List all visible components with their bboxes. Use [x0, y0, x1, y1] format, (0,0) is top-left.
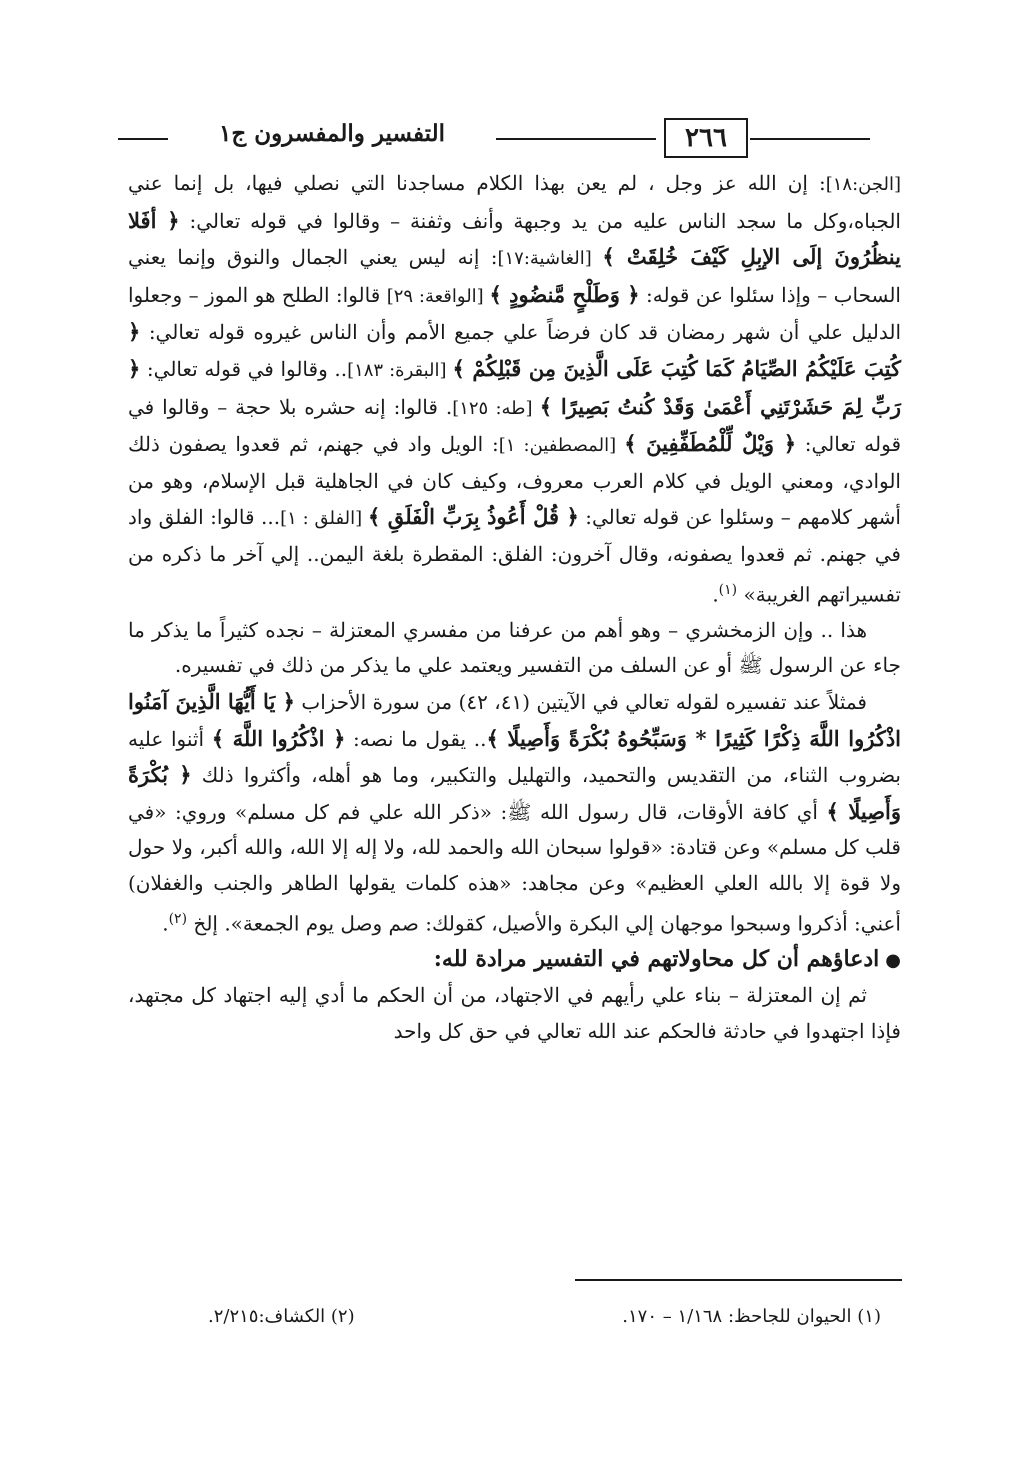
paragraph-text: .. وقالوا في قوله تعالي:: [140, 356, 348, 381]
verse-reference: [الجن:١٨]: [825, 174, 901, 195]
footnote-ref: (١): [718, 581, 738, 598]
section-heading-text: ادعاؤهم أن كل محاولاتهم في التفسير مرادة لله:: [433, 945, 880, 972]
footnote-2: (٢) الكشاف:٢/٢١٥.: [208, 1306, 355, 1327]
quran-verse: ﴿ كُتِبَ عَلَيْكُمُ الصِّيَامُ كَمَا كُتِبَ عَلَى الَّذِينَ مِن قَبْلِكُمْ ﴾: [128, 319, 902, 381]
footnotes: [180, 1300, 881, 1334]
paragraph: [128, 166, 901, 613]
paragraph-text: أثنوا عليه بضروب الثناء، من التقديس والتحميد، والتهليل والتكبير، وما هو أهله، وأكثروا ذلك: [128, 726, 901, 788]
paragraph-text: قالوا: الطلح هو الموز – وجعلوا الدليل علي أن شهر رمضان قد كان فرضاً علي جميع الأمم وأن الناس غيروه قوله تعالي:: [128, 282, 901, 345]
quran-verse: ﴿ قُلْ أَعُوذُ بِرَبِّ الْفَلَقِ ﴾: [367, 504, 579, 530]
header-rule-middle: [496, 138, 656, 140]
quran-verse: ﴿ وَطَلْحٍ مَّنضُودٍ ﴾: [489, 281, 640, 307]
paragraph-text: هذا .. وإن الزمخشري – وهو أهم من عرفنا من مفسري المعتزلة – نجده كثيراً ما يذكر ما جاء عن الرسول ﷺ أو عن السلف من التفسير ويعتمد علي ما يذكر من ذلك في تفسيره.: [128, 617, 901, 678]
paragraphs: [128, 166, 901, 942]
footnote-separator: [575, 1279, 902, 1281]
verse-reference: [المصطفين: ١]: [498, 435, 625, 457]
last-paragraph: ثم إن المعتزلة – بناء علي رأيهم في الاجتهاد، من أن الحكم ما أدي إليه اجتهاد كل مجتهد، فإذا اجتهدوا في حادثة فالحكم عند الله تعالي في حق كل واحد: [128, 983, 901, 1043]
paragraph-text: . قالوا: إنه حشره بلا حجة – وقالوا في قوله تعالي:: [128, 394, 902, 457]
paragraph-text: .: [712, 582, 719, 607]
quran-verse: ﴿ اذْكُرُوا اللَّهَ ﴾: [211, 725, 346, 751]
quran-verse: ﴿ وَيْلٌ لِّلْمُطَفِّفِينَ ﴾: [624, 431, 797, 457]
running-title: التفسير والمفسرون ج١: [219, 120, 445, 147]
paragraph-text: : الويل واد في جهنم، ثم قعدوا يصفون ذلك الوادي، ومعني الويل في كلام العرب معروف، وكيف كان في الجاهلية قبل الإسلام، وهو من أشهر كلامهم – وسئلوا عن قوله تعالي:: [128, 432, 901, 530]
paragraph: [128, 684, 901, 942]
section-heading: [128, 942, 901, 979]
paragraph: [128, 613, 901, 684]
quran-verse: ﴿ أفَلا ينظُرُونَ إلَى الإبِلِ كَيْفَ خُلِقَتْ ﴾: [128, 207, 901, 270]
page-number: ٢٦٦: [664, 118, 748, 158]
verse-reference: [البقرة: ١٨٣]: [347, 359, 453, 381]
paragraph-text: : إن الله عز وجل ، لم يعن بهذا الكلام مساجدنا التي نصلي فيها، بل إنما عني الجباه،وكل ما سجد الناس عليه من يد وجبهة وأنف وثفنة – وقالوا في قوله تعالي:: [128, 171, 901, 233]
paragraph-text: .. يقول ما نصه:: [345, 726, 487, 751]
footnote-1: (١) الحيوان للجاحظ: ١/١٦٨ – ١٧٠.: [622, 1306, 881, 1327]
verse-reference: [طه: ١٢٥]: [452, 397, 540, 419]
footnote-ref: (٢): [168, 910, 188, 927]
paragraph-text: : إنه ليس يعني الجمال والنوق وإنما يعني السحاب – وإذا سئلوا عن قوله:: [128, 245, 901, 307]
page-header: [118, 118, 901, 158]
quran-verse: ﴿ رَبِّ لِمَ حَشَرْتَنِي أَعْمَىٰ وَقَدْ كُنتُ بَصِيرًا ﴾: [128, 355, 901, 419]
body-text: [128, 166, 901, 1050]
header-rule-right: [750, 138, 870, 140]
paragraph-text: .: [162, 911, 169, 936]
quran-verse: ﴿ بُكْرَةً وَأَصِيلًا ﴾: [128, 762, 901, 824]
paragraph-text: أي كافة الأوقات، قال رسول الله ﷺ: «ذكر الله علي فم كل مسلم» وروي: «في قلب كل مسلم» وعن قتادة: «قولوا سبحان الله والحمد لله، ولا إله إلا الله، والله أكبر، ولا حول ولا قوة إلا بالله العلي العظيم» وعن مجاهد: «هذه كلمات يقولها الطاهر والجنب والغفلان) أعني: أذكروا وسبحوا موجهان إلي البكرة والأصيل، كقولك: صم وصل يوم الجمعة». إلخ: [128, 799, 901, 936]
paragraph-text: فمثلاً عند تفسيره لقوله تعالي في الآيتين (٤١، ٤٢) من سورة الأحزاب: [294, 689, 867, 714]
header-rule-left: [118, 138, 168, 140]
verse-reference: [الغاشية:١٧]: [497, 248, 603, 270]
quran-verse: ﴿ يَا أَيُّهَا الَّذِينَ آمَنُوا اذْكُرُوا اللَّهَ ذِكْرًا كَثِيرًا * وَسَبِّحُوهُ بُكْرَةً وَأَصِيلًا ﴾: [128, 688, 902, 751]
verse-reference: [الواقعة: ٢٩]: [386, 285, 490, 307]
bullet-icon: ●: [885, 949, 901, 971]
paragraph-text: ... قالوا: الفلق واد في جهنم. ثم قعدوا يصفونه، وقال آخرون: الفلق: المقطرة بلغة اليمن.. إلي آخر ما ذكره من تفسيراتهم الغريبة»: [128, 505, 901, 607]
verse-reference: [الفلق : ١]: [280, 508, 368, 530]
